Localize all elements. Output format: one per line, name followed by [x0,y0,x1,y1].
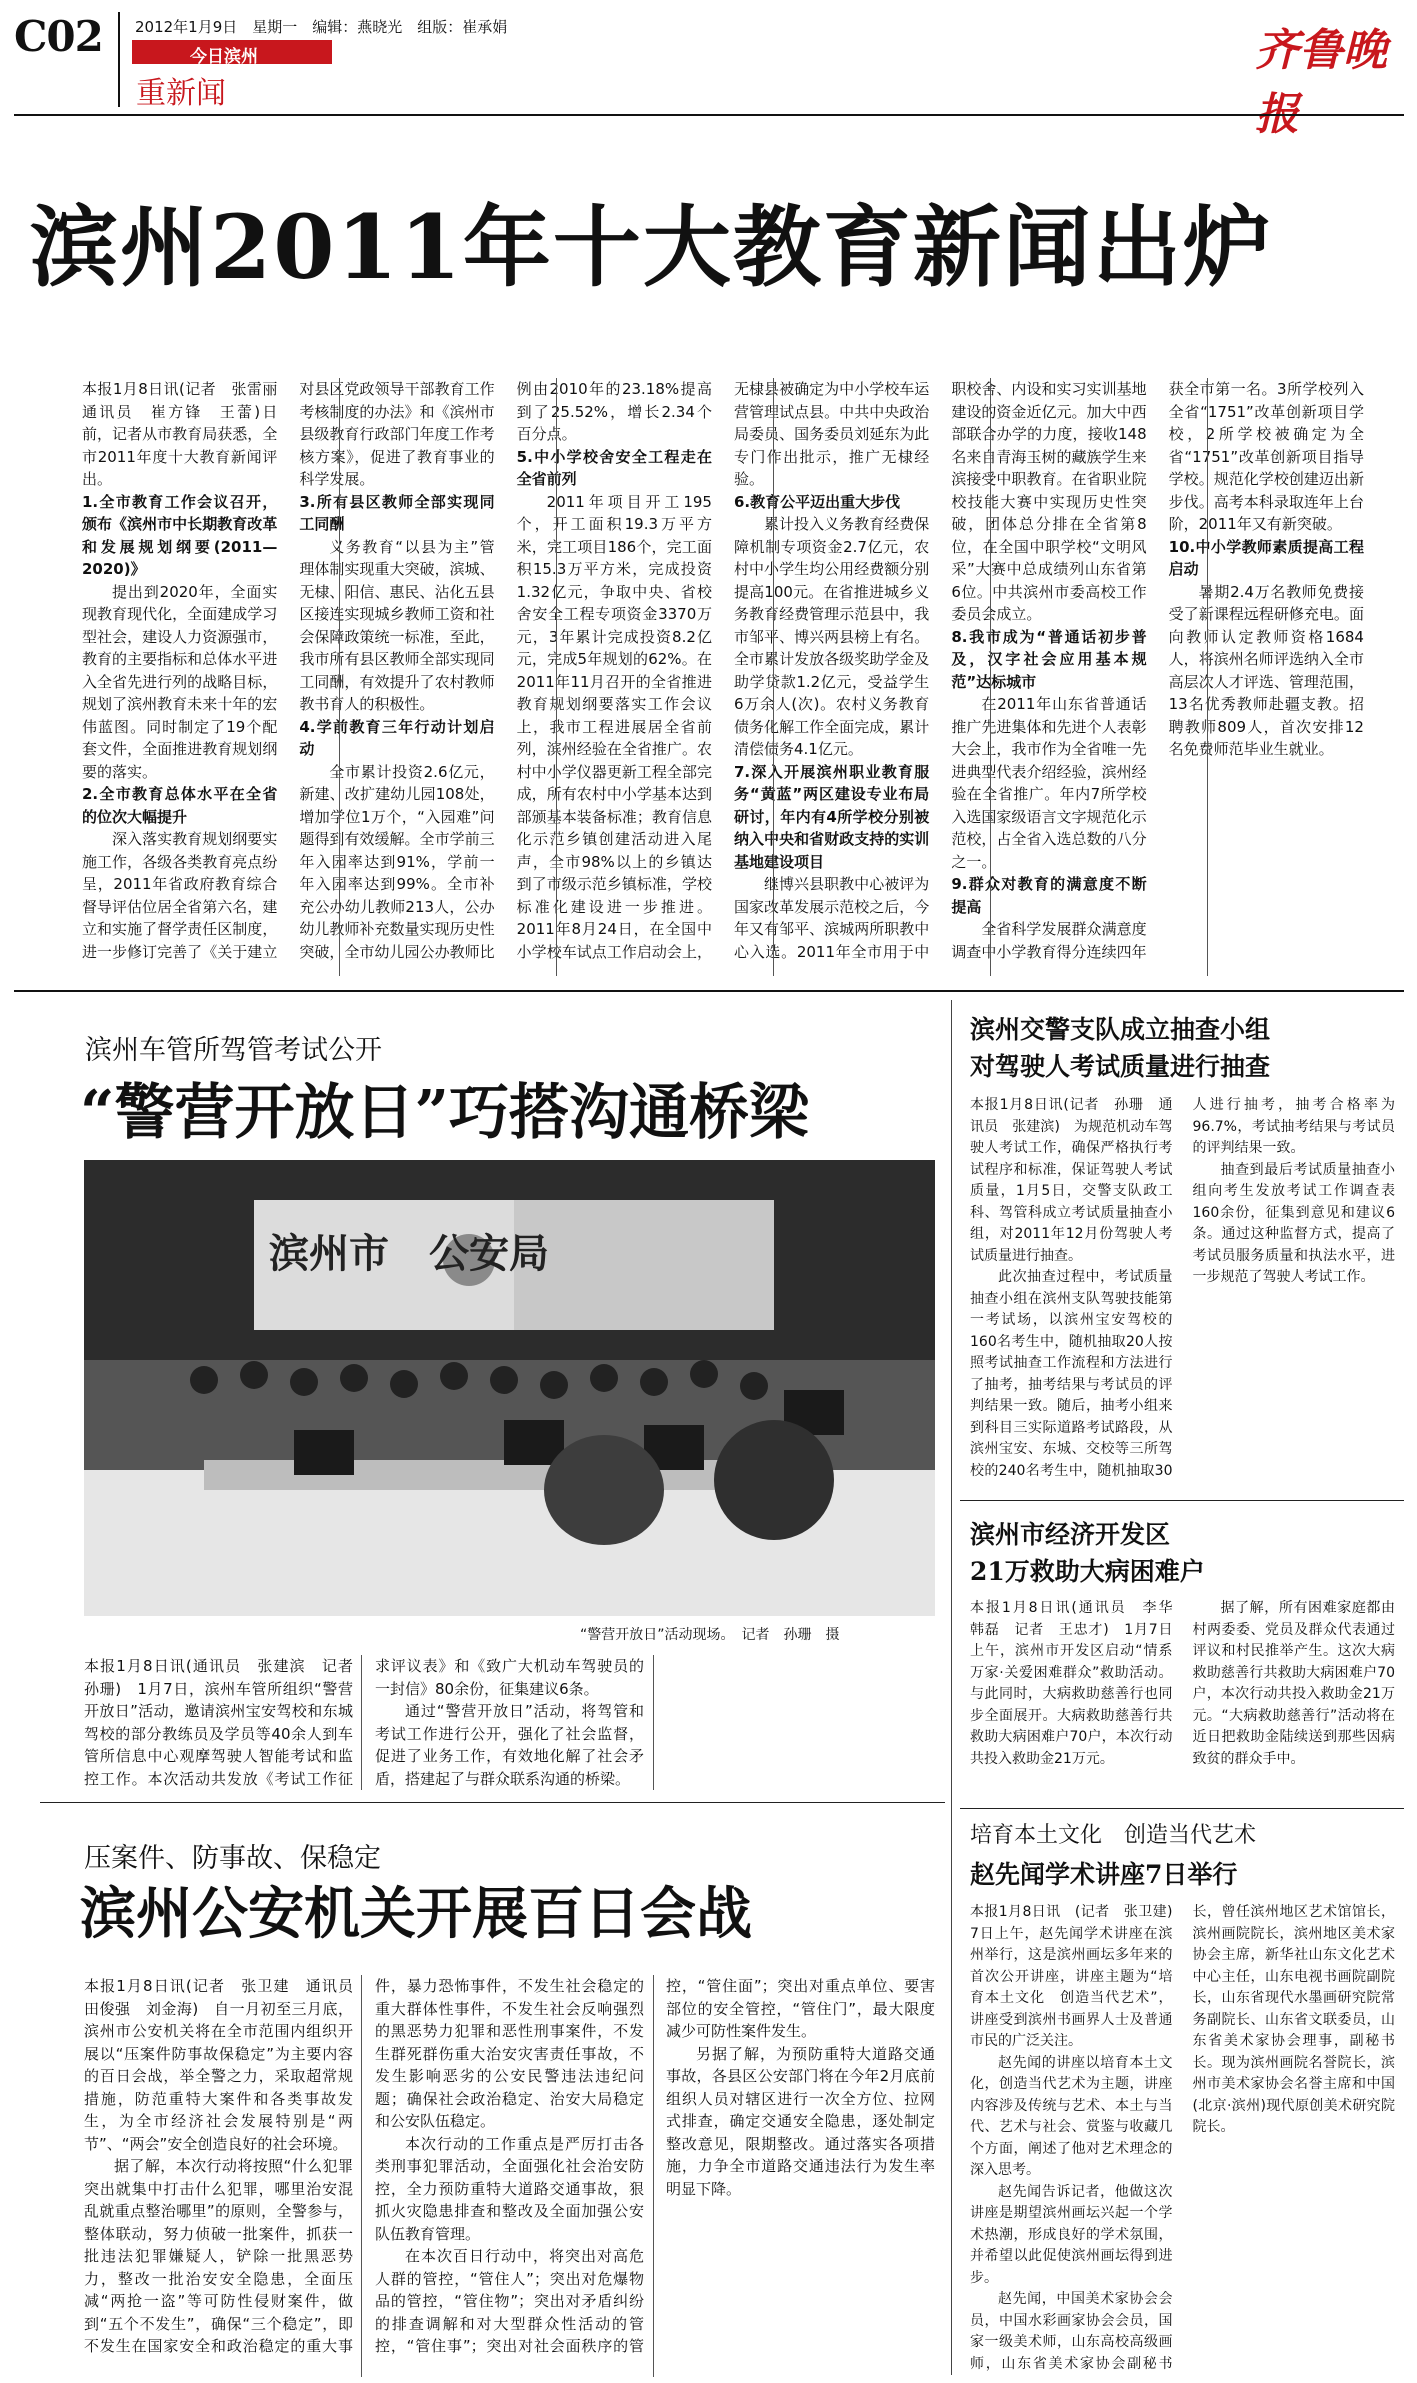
page-code: C02 [14,12,103,61]
paragraph: 全市累计投资2.6亿元，新建、改扩建幼儿园108处，增加学位1万个，“入园难”问题得到有效缓解。全市学前三年入园率达到91%，学前一年入园率达到99%。全市补充公办幼儿教师213人，公办幼儿教师补充数量实现历史性突破，全市幼儿园公办教师比例由2010年的23.18%提高到了25.52%，增长2.34个百分点。 [299,380,712,961]
paragraph: 据了解，本次行动将按照“什么犯罪突出就集中打击什么犯罪，哪里治安混乱就重点整治哪里”的原则，全警参与，整体联动，努力侦破一批案件，抓获一批违法犯罪嫌疑人，铲除一批黑恶势力，整改一批治安安全隐患，全面压减“两抢一盗”等可防性侵财案件，做到“五个不发生”，确保“三个稳定”，即不发生在国家安全和政治稳定的重大事件，暴力恐怖事件，不发生社会稳定的重大群体性事件，不发生社会反响强烈的黑恶势力犯罪和恶性刑事案件，不发生群死群伤重大治安灾害责任事故，不发生影响恶劣的公安民警违法违纪问题；确保社会政治稳定、治安大局稳定和公安队伍稳定。 [84,1977,644,2355]
open-day-headline: “警营开放日”巧搭沟通桥梁 [80,1078,810,1148]
paragraph: 此次抽查过程中，考试质量抽查小组在滨州支队驾驶技能第一考试场，以滨州宝安驾校的160名考生中，随机抽取20人按照考试抽查工作流程和方法进行了抽考，抽考结果与考试员的评判结果一致。随后，抽考小组来到科目三实际道路考试路段，从滨州宝安、东城、交校等三所驾校的240名考生中，随机抽取30人进行抽考，抽考合格率为96.7%，考试抽考结果与考试员的评判结果一致。 [970,1097,1395,1479]
subhead: 4.学前教育三年行动计划启动 [299,717,495,758]
devzone-headline-2: 21万救助大病困难户 [970,1557,1205,1586]
paragraph: 在2011年山东省普通话推广先进集体和先进个人表彰大会上，我市作为全省唯一先进典型代表介绍经验，滨州经验在全省推广。年内7所学校入选国家级语言文字规范化示范校，占全省入选总数的八分之一。 [951,695,1147,871]
traffic-headline-1: 滨州交警支队成立抽查小组 [970,1015,1271,1044]
lecture-body [970,1902,1395,2377]
paragraph: 本报1月8日讯 (记者 张卫建) 7日上午，赵先闻学术讲座在滨州举行，这是滨州画坛多年来的首次公开讲座，讲座主题为“培育本土文化 创造当代艺术”，讲座受到滨州书画界人士及普通市民的广泛关注。 [970,1904,1187,2049]
lead-body [82,378,1364,976]
devzone-body [970,1598,1395,1793]
paragraph: 据了解，所有困难家庭都由村两委委、党员及群众代表通过评议和村民推举产生。这次大病救助慈善行共救助大病困难户70户，本次行动共投入救助金21万元。“大病救助慈善行”活动将在近日把救助金陆续送到那些因病致贫的群众手中。 [1192,1600,1395,1767]
campaign-kicker: 压案件、防事故、保稳定 [84,1843,381,1874]
lecture-kicker: 培育本土文化 创造当代艺术 [970,1823,1257,1848]
paragraph: 深入落实教育规划纲要实施工作，各级各类教育亮点纷呈，2011年省政府教育综合督导评估位居全省第六名，建立和实施了督学责任区制度，进一步修订完善了《关于建立对县区党政领导干部教育工作考核制度的办法》和《滨州市县级教育行政部门年度工作考核方案》，促进了教育事业的科学发展。 [82,380,495,961]
subhead: 7.深入开展滨州职业教育服务“黄蓝”两区建设专业布局研讨，年内有4所学校分别被纳入中央和省财政支持的实训基地建设项目 [733,762,930,871]
paragraph: 本报1月8日讯(记者 张卫建 通讯员 田俊强 刘金海) 自一月初至三月底，滨州市公安机关将在全市范围内组织开展以“压案件防事故保稳定”为主要内容的百日会战，举全警之力，采取超常规措施，防范重特大案件和各类事故发生，为全市经济社会发展特别是“两节”、“两会”安全创造良好的社会环境。 [84,1977,369,2153]
subhead: 6.教育公平迈出重大步伐 [733,492,901,511]
open-day-body [84,1655,935,1790]
subhead: 1.全市教育工作会议召开，颁布《滨州市中长期教育改革和发展规划纲要(2011—2020)》 [82,492,278,578]
paragraph: 2011年项目开工195个，开工面积19.3万平方米，完工项目186个，完工面积15.3万平方米，完成投资1.32亿元，争取中央、省校舍安全工程专项资金3370万元，3年累计完成投资8.2亿元，完成5年规划的62%。在2011年11月召开的全省推进教育规划纲要落实工作会议上，我市工程进展居全省前列，滨州经验在全省推广。农村中小学仪器更新工程全部完成，所有农村中小学基本达到部颁基本装备标准；教育信息化示范乡镇创建活动进入尾声，全市98%以上的乡镇达到了市级示范乡镇标准，学校标准化建设进一步推进。2011年8月24日，在全国中小学校车试点工作启动会上，无棣县被确定为中小学校车运营管理试点县。中共中央政治局委员、国务委员刘延东为此专门作出批示，推广无棣经验。 [516,380,930,961]
lead-headline: 滨州2011年十大教育新闻出炉 [30,195,1273,299]
paragraph: 在本次百日行动中，将突出对高危人群的管控，“管住人”；突出对危爆物品的管控，“管住物”；突出对矛盾纠纷的排查调解和对大型群众性活动的管控，“管住事”；突出对社会面秩序的管控，“管住面”；突出对重点单位、要害部位的安全管控，“管住门”，最大限度减少可防性案件发生。 [375,1977,935,2355]
campaign-headline: 滨州公安机关开展百日会战 [80,1881,752,1947]
campaign-body [84,1975,935,2377]
photo-building-sign: 滨州市 公安局 [269,1230,549,1277]
paragraph: 本报1月8日讯(记者 孙珊 通讯员 张建滨) 为规范机动车驾驶人考试工作，确保严格执行考试程序和标准，保证驾驶人考试质量，1月5日，交警支队政工科、驾管科成立考试质量抽查小组，对2011年12月份驾驶人考试质量进行抽查。 [970,1097,1173,1264]
paragraph: 继博兴县职教中心被评为国家改革发展示范校之后，今年又有邹平、滨城两所职教中心入选。2011年全市用于中职校舍、内设和实习实训基地建设的资金近亿元。加大中西部联合办学的力度，接收148名来自青海玉树的藏族学生来滨接受中职教育。在省职业院校技能大赛中实现历史性突破，团体总分排在全省第8位，在全国中职学校“文明风采”大赛中总成绩列山东省第6位。中共滨州市委高校工作委员会成立。 [733,380,1147,961]
paragraph: 全省科学发展群众满意度调查中小学教育得分连续四年获全市第一名。3所学校列入全省“1751”改革创新项目学校，2所学校被确定为全省“1751”改革创新项目指导学校。规范化学校创建迈出新步伐。高考本科录取连年上台阶，2011年又有新突破。 [951,380,1364,961]
lecture-headline: 赵先闻学术讲座7日举行 [970,1860,1238,1889]
paragraph: 另据了解，为预防重特大道路交通事故，各县区公安部门将在今年2月底前组织人员对辖区进行一次全方位、拉网式排查，确定交通安全隐患，逐处制定整改意见，限期整改。通过落实各项措施，力争全市道路交通违法行为发生率明显下降。 [666,2044,935,2198]
section-title: 重新闻 [136,76,226,111]
subhead: 10.中小学教师素质提高工程启动 [1168,537,1364,578]
date-line: 2012年1月9日 星期一 编辑：燕晓光 组版：崔承娟 [135,18,508,36]
paragraph: 赵先闻的讲座以培育本土文化，创造当代艺术为主题，讲座内容涉及传统与艺术、本土与当代、艺术与社会、赏鉴与收藏几个方面，阐述了他对艺术理念的深入思考。 [970,2054,1173,2178]
paragraph: 暑期2.4万名教师免费接受了新课程远程研修充电。面向教师认定教师资格1684人，将滨州名师评选纳入全市高层次人才评选、管理范围，13名优秀教师赴疆支教。招聘教师809人，首次安排12名免费师范毕业生就业。 [1168,582,1364,758]
paragraph: 赵先闻，中国美术家协会会员，中国水彩画家协会会员，国家一级美术师，山东高校高级画师，山东省美术家协会副秘书长，曾任滨州地区艺术馆馆长，滨州画院院长，滨州地区美术家协会主席，新华社山东文化艺术中心主任，山东电视书画院副院长，山东省现代水墨画研究院常务副院长、山东省文联委员，山东省美术家协会理事，副秘书长。现为滨州画院名誉院长，滨州市美术家协会名誉主席和中国(北京·滨州)现代原创美术研究院院长。 [970,1904,1395,2372]
paragraph: 本报1月8日讯(通讯员 张建滨 记者 孙珊) 1月7日，滨州车管所组织“警营开放日”活动，邀请滨州宝安驾校和东城驾校的部分教练员及学员等40余人到车管所信息中心观摩驾驶人智能考试和监控工作。本次活动共发放《考试工作征求评议表》和《致广大机动车驾驶员的一封信》80余份，征集建议6条。 [84,1657,644,1788]
traffic-headline-2: 对驾驶人考试质量进行抽查 [970,1052,1271,1081]
paragraph: 通过“警营开放日”活动，将驾管和考试工作进行公开，强化了社会监督，促进了业务工作，有效地化解了社会矛盾，搭建起了与群众联系沟通的桥梁。 [375,1702,644,1788]
devzone-headline-1: 滨州市经济开发区 [970,1520,1171,1549]
paragraph: 本报1月8日讯(通讯员 李华 韩磊 记者 王忠才) 1月7日上午，滨州市开发区启动“情系万家·关爱困难群众”救助活动。与此同时，大病救助慈善行也同步全面展开。大病救助慈善行共救助大病困难户70户，本次行动共投入救助金21万元。 [970,1600,1187,1767]
paragraph: 赵先闻告诉记者，他做这次讲座是期望滨州画坛兴起一个学术热潮，形成良好的学术氛围，并希望以此促使滨州画坛得到进步。 [970,2183,1173,2286]
section-tag-label: 今日滨州 [190,47,258,67]
paragraph: 义务教育“以县为主”管理体制实现重大突破，滨城、无棣、阳信、惠民、沾化五县区接连实现城乡教师工资和社会保障政策统一标准，至此，我市所有县区教师全部实现同工同酬，有效提升了农村教师教书育人的积极性。 [299,537,495,713]
paragraph: 抽查到最后考试质量抽查小组向考生发放考试工作调查表160余份，征集到意见和建议6条。通过这种监督方式，提高了考试员服务质量和执法水平，进一步规范了驾驶人考试工作。 [1192,1161,1395,1285]
subhead: 5.中小学校舍安全工程走在全省前列 [516,447,712,488]
subhead: 8.我市成为“普通话初步普及，汉字社会应用基本规范”达标城市 [951,627,1147,691]
subhead: 3.所有县区教师全部实现同工同酬 [299,492,495,533]
paragraph: 累计投入义务教育经费保障机制专项资金2.7亿元，农村中小学生均公用经费额分别提高100元。在省推进城乡义务教育经费管理示范县中，我市邹平、博兴两县榜上有名。全市累计发放各级奖助学金及助学贷款1.2亿元，受益学生6万余人(次)。农村义务教育债务化解工作全面完成，累计清偿债务4.1亿元。 [733,515,930,758]
masthead-rule [14,114,1404,116]
open-day-kicker: 滨州车管所驾管考试公开 [85,1035,382,1066]
brand-logo: 齐鲁晚报 [1255,25,1387,140]
open-day-photo-caption: “警营开放日”活动现场。 记者 孙珊 摄 [580,1627,840,1643]
paragraph: 提出到2020年，全面实现教育现代化，全面建成学习型社会，建设人力资源强市，教育的主要指标和总体水平进入全省先进行列的战略目标，规划了滨州教育未来十年的宏伟蓝图。同时制定了19个配套文件，全面推进教育规划纲要的落实。 [82,582,278,781]
open-day-photo [84,1160,935,1616]
paragraph: 本报1月8日讯(记者 张雷丽 通讯员 崔方锋 王蕾)日前，记者从市教育局获悉，全市2011年度十大教育新闻评出。 [82,380,293,488]
column-divider [951,1000,952,2375]
subhead: 2.全市教育总体水平在全省的位次大幅提升 [82,785,278,826]
traffic-body [970,1095,1395,1490]
paragraph: 本次行动的工作重点是严厉打击各类刑事犯罪活动，全面强化社会治安防控，全力预防重特大道路交通事故，狠抓火灾隐患排查和整改及全面加强公安队伍教育管理。 [375,2134,644,2243]
subhead: 9.群众对教育的满意度不断提高 [951,875,1147,916]
